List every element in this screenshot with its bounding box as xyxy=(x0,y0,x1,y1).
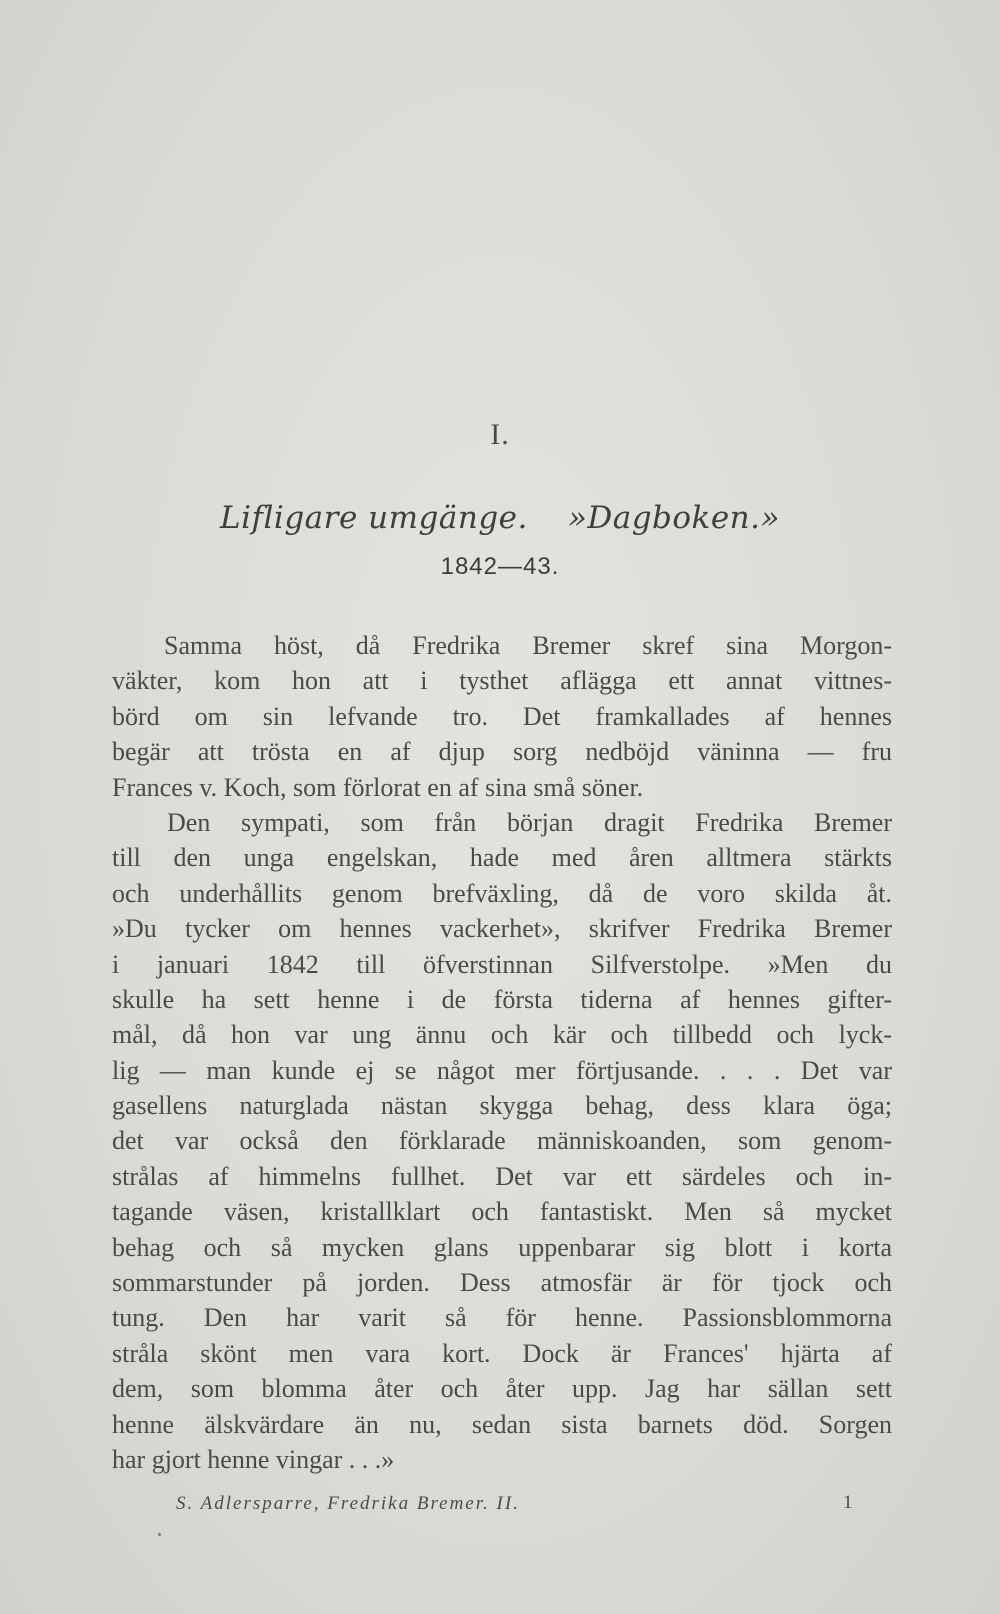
body-line: tagande väsen, kristallklart och fantastiskt. Men så mycket xyxy=(112,1197,892,1227)
body-line: behag och så mycken glans uppenbarar sig blott i korta xyxy=(112,1232,892,1262)
body-line: gasellens naturglada nästan skygga behag, dess klara öga; xyxy=(112,1091,892,1121)
body-line: strålas af himmelns fullhet. Det var ett särdeles och in- xyxy=(112,1161,892,1191)
body-line: Frances v. Koch, som förlorat en af sina små söner. xyxy=(112,772,644,802)
body-line: det var också den förklarade människoanden, som genom- xyxy=(112,1126,892,1156)
body-line: mål, då hon var ung ännu och kär och tillbedd och lyck- xyxy=(112,1020,892,1050)
page-number: 1 xyxy=(843,1492,853,1513)
chapter-title xyxy=(0,500,1000,536)
body-line: begär att trösta en af djup sorg nedböjd väninna — fru xyxy=(112,737,892,767)
body-line: skulle ha sett henne i de första tiderna af hennes gifter- xyxy=(112,984,892,1014)
body-line: »Du tycker om hennes vackerhet», skrifver Fredrika Bremer xyxy=(112,914,892,944)
body-line: dem, som blomma åter och åter upp. Jag har sällan sett xyxy=(112,1374,892,1404)
paper-speck xyxy=(158,1533,161,1536)
chapter-title-main: Lifligare umgänge. xyxy=(220,500,528,536)
body-line: och underhållits genom brefväxling, då de voro skilda åt. xyxy=(112,878,892,908)
chapter-number: I. xyxy=(490,418,510,451)
chapter-title-sub: »Dagboken.» xyxy=(567,500,780,536)
body-line: henne älskvärdare än nu, sedan sista barnets död. Sorgen xyxy=(112,1409,892,1439)
chapter-years: 1842—43. xyxy=(440,553,560,580)
body-line: lig — man kunde ej se något mer förtjusande. . . . Det var xyxy=(112,1055,892,1085)
body-line: i januari 1842 till öfverstinnan Silfverstolpe. »Men du xyxy=(112,949,892,979)
body-line: väkter, kom hon att i tysthet aflägga ett annat vittnes- xyxy=(112,666,892,696)
body-line: börd om sin lefvande tro. Det framkallades af hennes xyxy=(112,701,892,731)
body-line: till den unga engelskan, hade med åren alltmera stärkts xyxy=(112,843,892,873)
body-line: sommarstunder på jorden. Dess atmosfär är för tjock och xyxy=(112,1268,892,1298)
footer-signature: S. Adlersparre, Fredrika Bremer. II. xyxy=(176,1493,520,1514)
body-line: Den sympati, som från början dragit Fredrika Bremer xyxy=(167,807,892,837)
body-line: stråla skönt men vara kort. Dock är Frances' hjärta af xyxy=(112,1338,892,1368)
body-line: har gjort henne vingar . . .» xyxy=(112,1444,395,1474)
body-line: Samma höst, då Fredrika Bremer skref sina Morgon- xyxy=(164,631,892,660)
body-line: tung. Den har varit så för henne. Passionsblommorna xyxy=(112,1303,892,1333)
body-paragraphs xyxy=(112,628,892,1477)
